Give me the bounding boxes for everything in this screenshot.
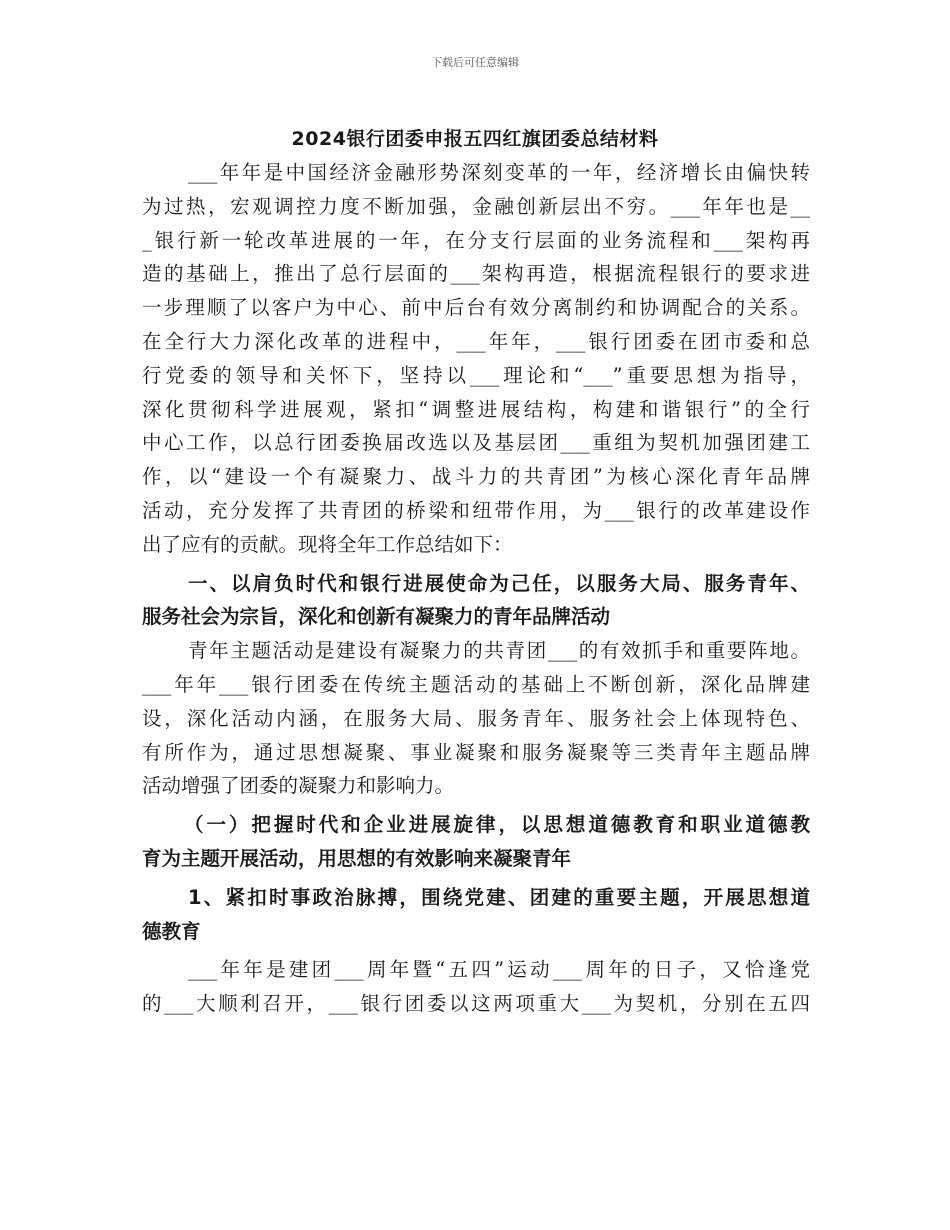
text-line: 活动增强了团委的凝聚力和影响力。: [142, 774, 455, 798]
text-line: 有所作为，通过思想凝聚、事业凝聚和服务凝聚等三类青年主题品牌: [142, 740, 810, 764]
section-heading-1: [142, 567, 810, 635]
text-line: 的___大顺利召开，___银行团委以这两项重大___为契机，分别在五四: [142, 992, 810, 1016]
document-title: 2024银行团委申报五四红旗团委总结材料: [291, 128, 659, 150]
document-body: [142, 156, 810, 1021]
section-heading-3: [142, 881, 810, 949]
heading-line: 服务社会为宗旨，深化和创新有凝聚力的青年品牌活动: [142, 605, 611, 629]
header-note: 下载后可任意编辑: [431, 56, 519, 69]
paragraph-2: [142, 634, 810, 803]
section-heading-2: [142, 808, 810, 876]
text-line: 一步理顺了以客户为中心、前中后台有效分离制约和协调配合的关系。: [142, 296, 810, 320]
heading-line: （一）把握时代和企业进展旋律，以思想道德教育和职业道德教: [184, 813, 810, 837]
text-line: 行党委的领导和关怀下，坚持以___理论和“___”重要思想为指导，: [142, 363, 810, 387]
text-line: _银行新一轮改革进展的一年，在分支行层面的业务流程和___架构再: [142, 228, 810, 252]
text-line: 在全行大力深化改革的进程中，___年年，___银行团委在团市委和总: [142, 329, 810, 353]
heading-line: 育为主题开展活动，用思想的有效影响来凝聚青年: [142, 846, 572, 870]
text-line: 作，以“建设一个有凝聚力、战斗力的共青团”为核心深化青年品牌: [142, 465, 810, 489]
text-line: 出了应有的贡献。现将全年工作总结如下：: [142, 532, 513, 556]
paragraph-3: [142, 953, 810, 1021]
heading-line: 一、以肩负时代和银行进展使命为己任，以服务大局、服务青年、: [188, 571, 810, 595]
text-line: 中心工作，以总行团委换届改选以及基层团___重组为契机加强团建工: [142, 431, 810, 455]
text-line: 活动，充分发挥了共青团的桥梁和纽带作用，为___银行的改革建设作: [142, 498, 810, 522]
heading-line: 1、紧扣时事政治脉搏，围绕党建、团建的重要主题，开展思想道: [188, 885, 810, 909]
text-line: ___年年___银行团委在传统主题活动的基础上不断创新，深化品牌建: [142, 672, 810, 696]
text-line: ___年年是建团___周年暨“五四”运动___周年的日子，又恰逢党: [188, 958, 810, 982]
intro-paragraph: [142, 156, 810, 562]
text-line: 设，深化活动内涵，在服务大局、服务青年、服务社会上体现特色、: [142, 706, 810, 730]
text-line: 青年主题活动是建设有凝聚力的共青团___的有效抓手和重要阵地。: [188, 639, 810, 663]
text-line: 为过热，宏观调控力度不断加强，金融创新层出不穷。___年年也是__: [142, 194, 810, 218]
text-line: ___年年是中国经济金融形势深刻变革的一年，经济增长由偏快转: [188, 161, 810, 184]
text-line: 深化贯彻科学进展观，紧扣“调整进展结构，构建和谐银行”的全行: [142, 397, 810, 421]
heading-line: 德教育: [142, 919, 201, 943]
text-line: 造的基础上，推出了总行层面的___架构再造，根据流程银行的要求进: [142, 262, 810, 286]
